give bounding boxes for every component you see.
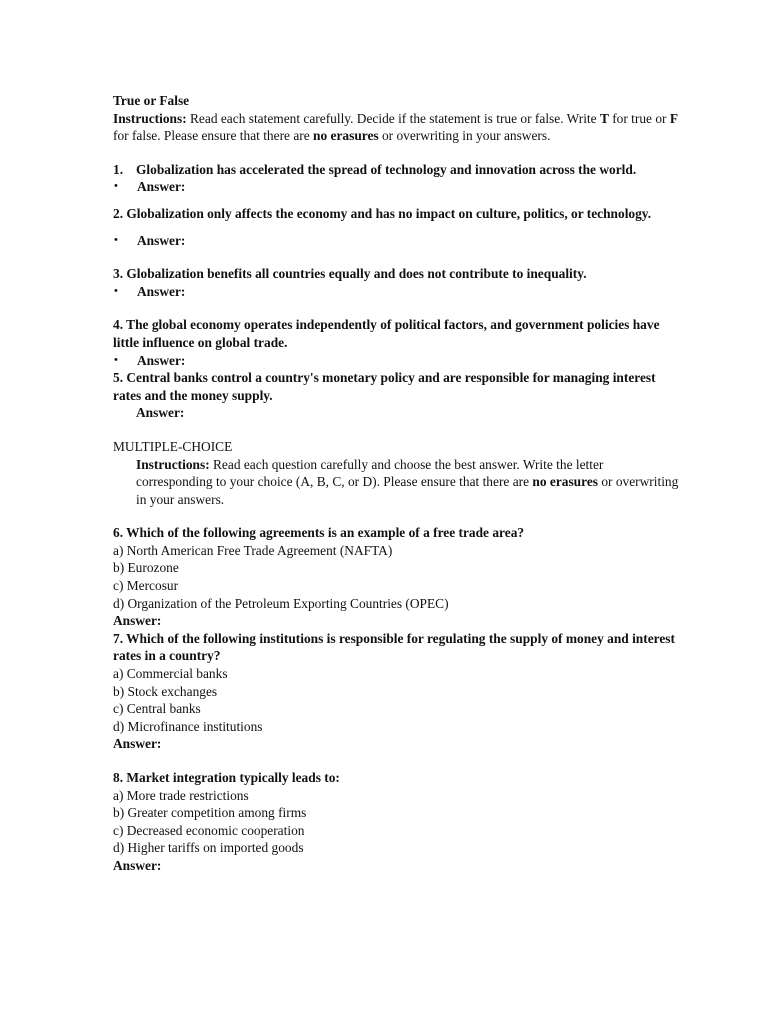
tf-question-1 [113, 161, 683, 179]
tf-instructions-text-3: for false. Please ensure that there are [113, 128, 314, 144]
mc-instructions-text-1: Read each question carefully and choose the best answer. Write the letter corresponding to your choice (A, B, C, or D). Please ensure that there are [136, 456, 604, 490]
mc-answer-7: Answer: [113, 736, 162, 752]
mc-question-6: 6. Which of the following agreements is an example of a free trade area? [113, 525, 525, 541]
worksheet [113, 92, 683, 875]
tf-answer-3 [113, 283, 683, 301]
option-c: c) Decreased economic cooperation [113, 822, 305, 838]
bullet-icon: • [114, 180, 118, 193]
tf-heading: True or False [113, 93, 190, 108]
mc-instructions [113, 456, 683, 509]
tf-instructions-no-erasures: no erasures [313, 128, 379, 144]
option-b: b) Greater competition among firms [113, 805, 307, 821]
mc-question-8-options [113, 787, 683, 857]
mc-heading: MULTIPLE-CHOICE [113, 438, 233, 454]
tf-instructions-text-2: for true or [608, 110, 670, 126]
bullet-icon: • [114, 233, 118, 246]
mc-question-7-options [113, 665, 683, 735]
mc-question-7: 7. Which of the following institutions is responsible for regulating the supply of money and interest rates in a country? [113, 630, 675, 664]
tf-question-3: 3. Globalization benefits all countries equally and does not contribute to inequality. [113, 266, 587, 282]
option-c: c) Mercosur [113, 578, 179, 594]
option-a: a) Commercial banks [113, 666, 228, 682]
mc-question-6-options [113, 542, 683, 612]
option-d: d) Organization of the Petroleum Exporting Countries (OPEC) [113, 595, 449, 611]
mc-instructions-no-erasures: no erasures [532, 474, 598, 490]
tf-question-1-text: Globalization has accelerated the spread of technology and innovation across the world. [136, 161, 637, 177]
option-b: b) Stock exchanges [113, 683, 218, 699]
tf-instructions [113, 110, 683, 145]
tf-instructions-text-1: Read each statement carefully. Decide if the statement is true or false. Write [186, 110, 600, 126]
tf-instructions-text-4: or overwriting in your answers. [378, 128, 551, 144]
tf-answer-4 [113, 352, 683, 370]
bullet-icon: • [114, 353, 118, 366]
mc-answer-6: Answer: [113, 613, 162, 629]
option-a: a) North American Free Trade Agreement (NAFTA) [113, 542, 393, 558]
tf-question-4: 4. The global economy operates independently of political factors, and government policies have little influence on global trade. [113, 317, 660, 350]
tf-answer-1 [113, 178, 683, 196]
mc-answer-8: Answer: [113, 857, 162, 873]
mc-question-8: 8. Market integration typically leads to: [113, 770, 340, 785]
tf-instructions-f: F [669, 110, 679, 126]
tf-instructions-label: Instructions: [113, 110, 187, 126]
answer-label: Answer: [137, 179, 186, 195]
option-d: d) Microfinance institutions [113, 718, 263, 734]
tf-instructions-t: T [599, 110, 609, 126]
answer-label: Answer: [137, 232, 186, 248]
option-a: a) More trade restrictions [113, 787, 249, 803]
mc-instructions-label: Instructions: [136, 456, 210, 472]
option-c: c) Central banks [113, 701, 201, 717]
option-b: b) Eurozone [113, 560, 179, 576]
tf-question-1-number: 1. [113, 161, 124, 177]
option-d: d) Higher tariffs on imported goods [113, 840, 304, 856]
answer-label: Answer: [137, 283, 186, 299]
tf-question-5: 5. Central banks control a country's monetary policy and are responsible for managing interest rates and the money supply. [113, 370, 656, 403]
bullet-icon: • [114, 284, 118, 297]
tf-answer-2 [113, 232, 683, 250]
mc-instructions-text-2: or overwriting in your answers. [136, 474, 679, 507]
tf-answer-5: Answer: [136, 405, 185, 421]
answer-label: Answer: [137, 352, 186, 368]
tf-question-2: 2. Globalization only affects the economy and has no impact on culture, politics, or technology. [113, 205, 652, 221]
